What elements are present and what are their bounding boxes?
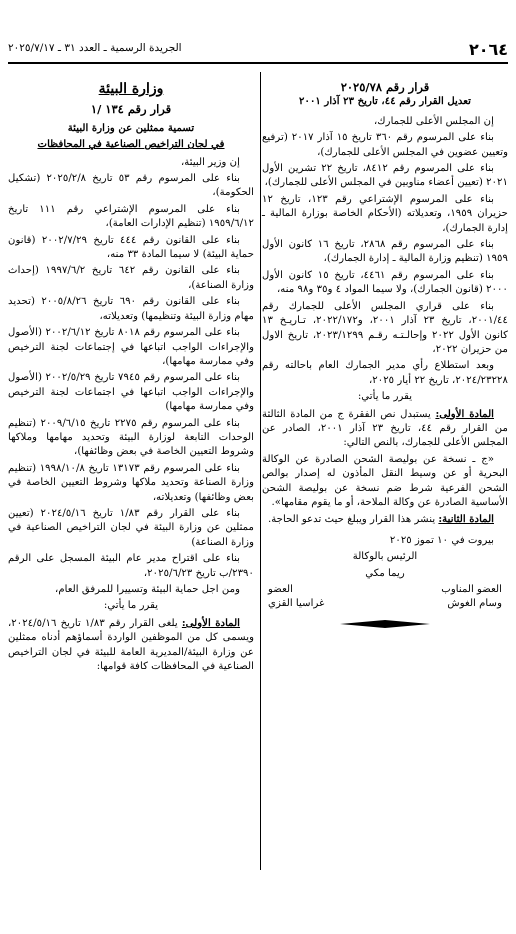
member-alt-name: وسام الغوش [447,598,502,610]
left-recital: بناء على المرسوم الإشتراعي رقم ١١١ تاريخ ١٩٥٩/٦/١٢ (تنظيم الإدارات العامة)، [8,203,254,230]
left-column [8,74,254,676]
left-recital: بناء على المرسوم رقم ١٣١٧٣ تاريخ ١٩٩٨/١٠/٨ (تنظيم وزارة الصناعة وتحديد ملاكها وشروط التعيين الخاصة في بعض وظائفها) وتعديلاته، [8,462,254,503]
right-column [262,74,508,634]
member-alt-title: العضو المناوب [441,584,502,595]
left-intro: إن وزير البيئة، [181,156,240,168]
left-recital: ومن اجل حماية البيئة وتسييرا للمرفق العام، [55,584,240,595]
member-name: غراسيا القزي [268,598,325,610]
left-article-one-text: يلغى القرار رقم ١/٨٣ تاريخ ٢٠٢٤/٥/١٦، ويسمى كل من الموظفين الواردة أسماؤهم أدناه ممثلين عن وزارة البيئة/المديرية العامة للبيئة في لجان التراخيص الصناعية في المحافظات كافة قوامها: [8,617,254,673]
left-article-one [8,616,254,675]
article-two-label: المادة الثانية: [438,513,494,526]
president-title: الرئيس بالوكالة [352,551,418,563]
recital-paragraph: بناء على المرسوم رقم ٣٦٠ تاريخ ١٥ آذار ٢٠١٧ (ترفيع وتعيين عضوين في المجلس الأعلى للجمارك)، [262,132,508,158]
recital-paragraph: وبعد استطلاع رأي مدير الجمارك العام باحالته رقم ٢٠٢٤/٢٣٢٢٨، تاريخ ٢٢ أيار ٢٠٢٥، [262,360,508,386]
article-two [262,512,508,527]
left-recital: بناء على المرسوم رقم ٨٠١٨ تاريخ ٢٠٠٢/٦/١٢ (الأصول والإجراءات الواجب اتباعها في إجتماعات لجنة الترخيص وفي ممارسة مهامها)، [8,327,254,367]
left-decides-heading: يقرر ما يأتي: [103,600,159,612]
left-subtitle-2: في لجان التراخيص الصناعية في المحافظات [37,138,225,151]
recital-paragraph: بناء على المرسوم رقم ٨٤١٢، تاريخ ٢٢ تشرين الأول ٢٠٢١ (تعيين أعضاء مناوبين في المجلس الأعلى للجمارك)، [262,163,508,189]
ministry-title: وزارة البيئة [98,81,164,97]
left-recital: بناء على المرسوم رقم ٧٩٤٥ تاريخ ٢٠٠٢/٥/٢٩ (الأصول والإجراءات الواجب اتباعها في اجتماعات لجنة الترخيص وفي ممارسة مهامها) [8,372,254,413]
president-name: ريما مكي [365,567,405,579]
left-decision-title: قرار رقم ١٣٤ /١ [90,102,172,117]
left-article-one-label: المادة الأولى: [181,616,241,629]
left-recital: بناء على القانون رقم ٦٩٠ تاريخ ٢٠٠٥/٨/٢٦ (تحديد مهام وزارة البيئة وتنظيمها) وتعديلاته، [8,296,254,322]
left-subtitle-1: تسمية ممثلين عن وزارة البيئة [67,121,195,134]
end-ornament [262,618,508,634]
article-one-quote: «ج ـ نسخة عن بوليصة الشحن الصادرة عن الوكالة البحرية أو عن وسيط النقل المأذون له إصدار بوالص الشحن الفرعية شرط ضم نسخة عن بوليصة الشحن الأساسية الصادرة عن وكالة الملاحة، أو ما يقوم مقامها». [262,453,508,508]
column-divider [260,72,261,870]
left-recital: بناء على القانون رقم ٤٤٤ تاريخ ٢٠٠٢/٧/٢٩ (قانون حماية البيئة) لا سيما المادة ٣٣ منه، [8,234,254,261]
recital-paragraph: بناء على المرسوم الإشتراعي رقم ١٢٣، تاريخ ١٢ حزيران ١٩٥٩، وتعديلاته (الأحكام الخاصة بوزارة المالية ـ إدارة الجمارك)، [262,193,508,234]
decision-intro: إن المجلس الأعلى للجمارك، [373,115,494,127]
page-header [8,38,508,64]
left-recital: بناء على القانون رقم ٦٤٢ تاريخ ١٩٩٧/٦/٢ (إحداث وزارة الصناعة)، [8,265,254,291]
page-number: ٢٠٦٤ [468,40,508,59]
decides-heading: يقرر ما يأتي: [357,391,413,403]
decision-subtitle: تعديل القرار رقم ٤٤، تاريخ ٢٣ آذار ٢٠٠١ [299,95,471,108]
signatures-titles [262,583,508,597]
article-one [262,407,508,451]
gazette-issue-line: الجريدة الرسمية ـ العدد ٣١ ـ ٢٠٢٥/٧/١٧ [8,42,182,54]
article-two-text: ينشر هذا القرار ويبلغ حيث تدعو الحاجة. [267,514,439,526]
recital-paragraph: بناء على قراري المجلس الأعلى للجمارك رقم ٢٠٠١/٤٤، تاريخ ٢٣ آذار ٢٠٠١، و٢٠٢٢/١٧٢، تـاريـخ ١٣ كانون الأول ٢٠٢٢ وإحالـتـه رقـم ٢٠٢٣/١٢٩٩، تاريخ الاول من حزيران ٢٠٢٢، [262,300,509,355]
decision-title: قرار رقم ٢٠٢٥/٧٨ [340,80,430,94]
article-one-text: يستبدل نص الفقرة ج من المادة الثالثة من القرار رقم ٤٤، تاريخ ٢٣ آذار ٢٠٠١، الصادر عن المجلس الأعلى للجمارك، بالنص التالي: [262,408,508,449]
left-recital: بناء على القرار رقم ١/٨٣ تاريخ ٢٠٢٤/٥/١٦ (تعيين ممثلين عن وزارة البيئة في لجان التراخيص الصناعية في وزارة الصناعة) [8,507,254,548]
recital-paragraph: بناء على المرسوم رقم ٢٨٦٨، تاريخ ١٦ كانون الأول ١٩٥٩ (تنظيم وزارة المالية ـ إدارة الجمارك)، [262,239,508,265]
article-one-label: المادة الأولى: [435,407,494,420]
header-rule [8,62,508,64]
left-recital: بناء على المرسوم رقم ٢٢٧٥ تاريخ ٢٠٠٩/٦/١٥ (تنظيم الوحدات التابعة لوزارة البيئة وتحديد مهامها وملاكها وشروط التعيين الخاصة في بعض وظائفها)، [8,417,254,458]
recital-paragraph: بناء على المرسوم رقم ٤٤٦١، تاريخ ١٥ كانون الأول ٢٠٠٠ (قانون الجمارك)، ولا سيما المواد ٤ و٣٥ و٩٨ منه، [262,269,508,296]
left-recital: بناء على اقتراح مدير عام البيئة المسجل على الرقم ٢٣٩٠/ب تاريخ ٢٠٢٥/٦/٢٣، [8,553,254,579]
member-title: العضو [268,584,293,595]
place-date: بيروت في ١٠ تموز ٢٠٢٥ [389,534,494,546]
ornament-line [340,618,430,630]
left-recital: بناء على المرسوم رقم ٥٣ تاريخ ٢٠٢٥/٢/٨ (تشكيل الحكومة)، [8,173,254,199]
signatures-names [262,597,508,611]
